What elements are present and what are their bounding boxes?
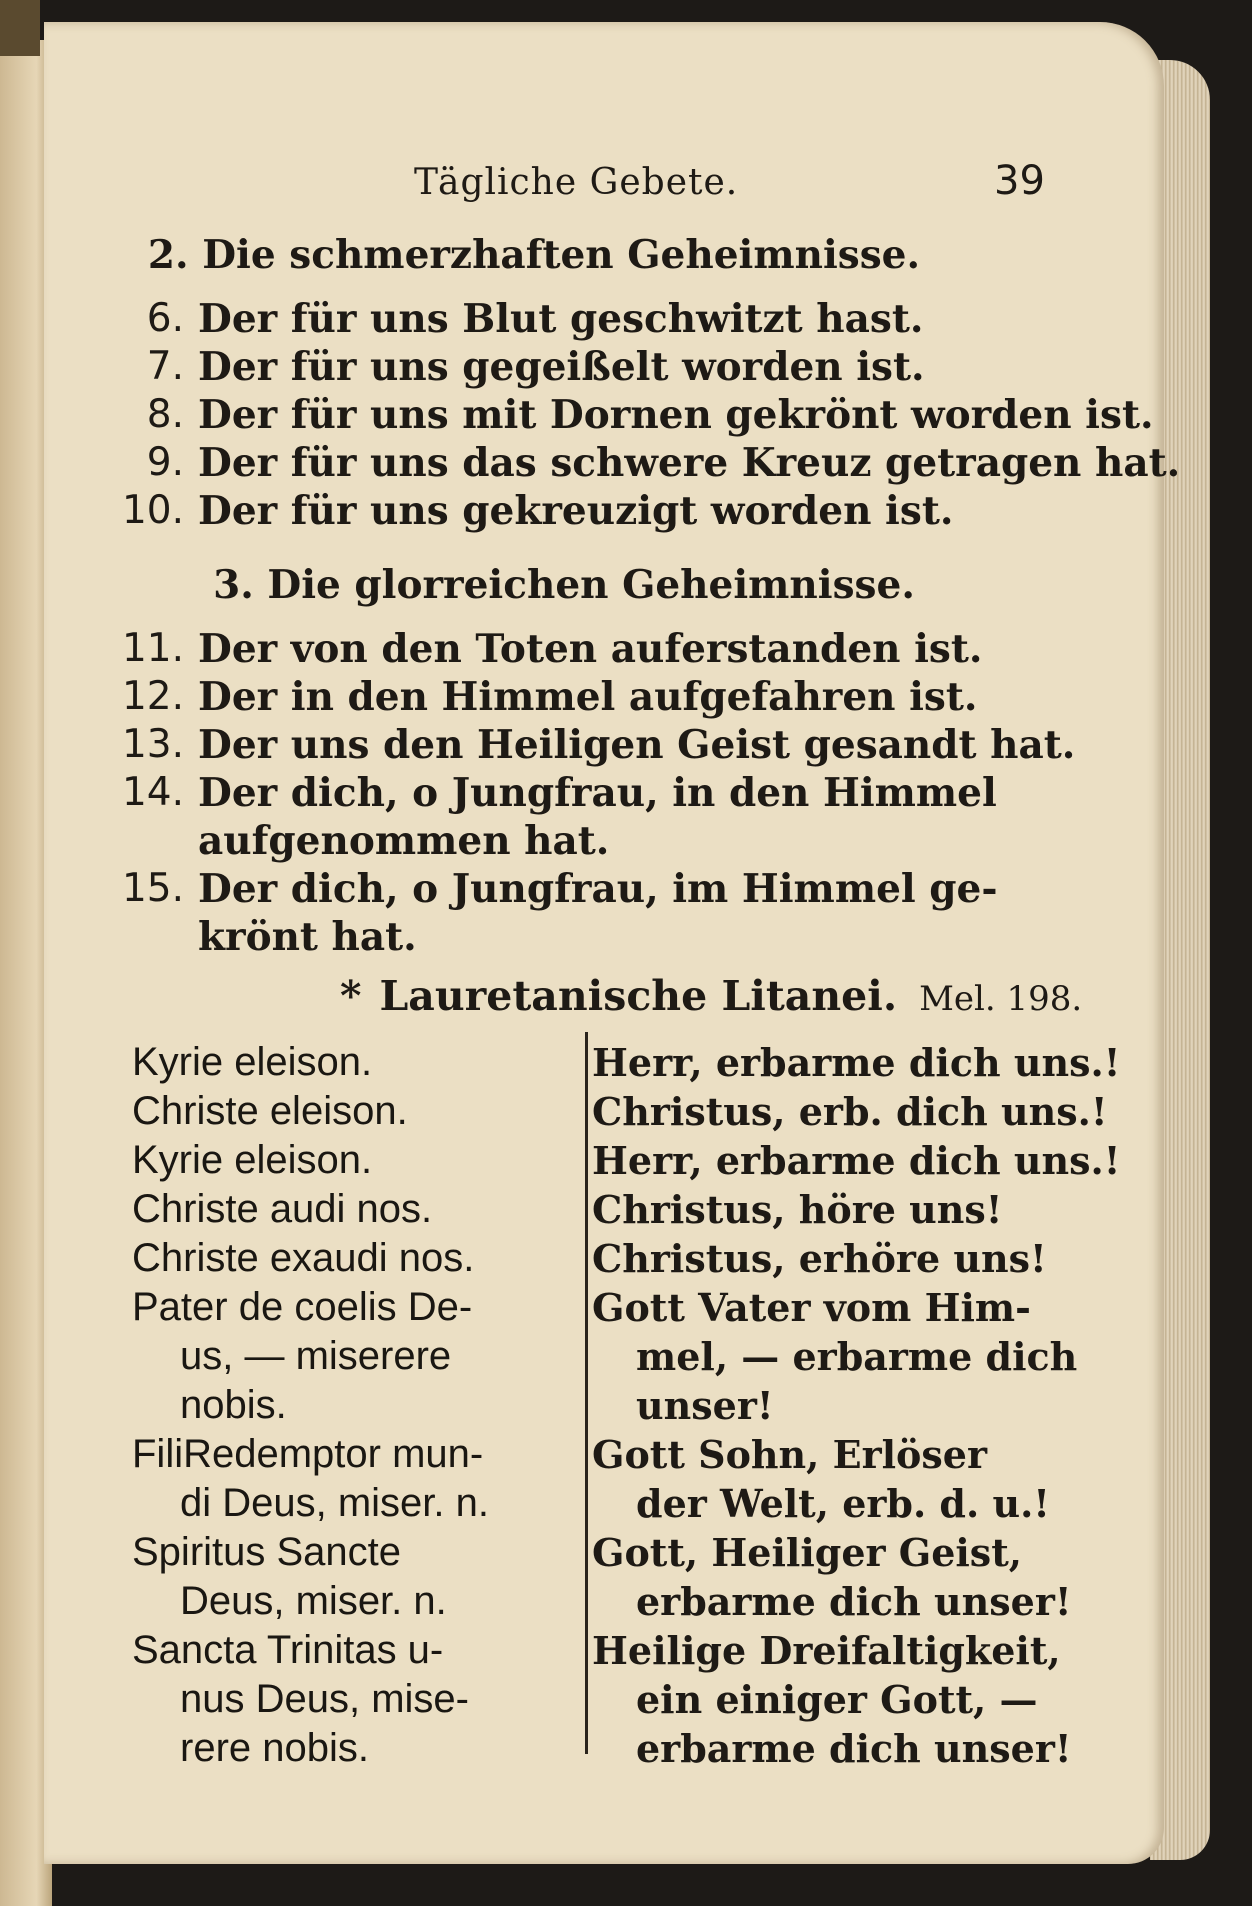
list-item [116, 392, 1154, 440]
litany-latin-line: Kyrie eleison. [132, 1040, 373, 1084]
item-text: Der in den Himmel aufgefahren ist. [198, 674, 978, 720]
item-text: Der für uns mit Dornen gekrönt worden ist. [198, 392, 1154, 438]
litany-german-line: erbarme dich unser! [636, 1726, 1072, 1771]
litany-latin-line: di Deus, miser. n. [180, 1481, 490, 1525]
litany-german-line: Herr, erbarme dich uns.! [592, 1040, 1121, 1085]
item-number: 6. [146, 296, 184, 341]
litany-latin-line: Sancta Trinitas u- [132, 1628, 444, 1672]
item-text: Der von den Toten auferstanden ist. [198, 626, 983, 672]
list-item [116, 626, 1116, 674]
litany-german-line: Gott, Heiliger Geist, [592, 1530, 1022, 1575]
melody-reference: Mel. 198. [919, 979, 1083, 1019]
litany-german-line: ein einiger Gott, — [636, 1677, 1038, 1722]
book-page [44, 22, 1181, 1864]
litany-latin-line: Christe eleison. [132, 1089, 408, 1133]
item-text: Der dich, o Jungfrau, im Himmel ge- [198, 866, 998, 912]
litany-german-line: Christus, erb. dich uns.! [592, 1089, 1108, 1134]
item-text: Der für uns gekreuzigt worden ist. [198, 488, 954, 534]
page-number: 39 [994, 158, 1045, 204]
running-title: Tägliche Gebete. [414, 162, 739, 203]
litany-german-line: der Welt, erb. d. u.! [636, 1481, 1050, 1526]
litany-german-line: unser! [636, 1383, 774, 1428]
litany-latin-line: nus Deus, mise- [180, 1677, 469, 1721]
item-number: 10. [121, 488, 184, 533]
litany-german-line: Gott Vater vom Him- [592, 1285, 1031, 1330]
list-item [116, 722, 1116, 770]
page-header [44, 158, 1164, 212]
item-number: 9. [146, 440, 184, 485]
litany-german-line: Herr, erbarme dich uns.! [592, 1138, 1121, 1183]
list-item [116, 770, 1116, 818]
list-item [116, 488, 1116, 536]
item-number: 7. [146, 344, 184, 389]
item-number: 14. [121, 770, 184, 815]
litany-german-line: mel, — erbarme dich [636, 1334, 1078, 1379]
litany-latin-line: Deus, miser. n. [180, 1579, 447, 1623]
litany-german-line: Christus, höre uns! [592, 1187, 1003, 1232]
item-text: Der uns den Heiligen Geist gesandt hat. [198, 722, 1076, 768]
item-number: 12. [121, 674, 184, 719]
list-item [116, 344, 1116, 392]
litany-german-line: Heilige Dreifaltigkeit, [592, 1628, 1061, 1673]
list-item [116, 296, 1116, 344]
star-mark: * [340, 972, 362, 1020]
binding-corner [0, 0, 40, 56]
litany-german-line: Gott Sohn, Erlöser [592, 1432, 987, 1477]
item-text: Der für uns gegeißelt worden ist. [198, 344, 925, 390]
litany-latin-line: Christe audi nos. [132, 1187, 433, 1231]
litany-latin-line: rere nobis. [180, 1726, 369, 1770]
litany-german-line: erbarme dich unser! [636, 1579, 1072, 1624]
item-number: 8. [146, 392, 184, 437]
list-item [116, 674, 1116, 722]
litany-latin-line: Spiritus Sancte [132, 1530, 402, 1574]
column-divider [585, 1032, 588, 1754]
litany-german-line: Christus, erhöre uns! [592, 1236, 1047, 1281]
list-item [116, 440, 1181, 488]
litany-latin-line: nobis. [180, 1383, 287, 1427]
item-continuation: krönt hat. [198, 914, 417, 960]
item-text: Der dich, o Jungfrau, in den Himmel [198, 770, 997, 816]
item-number: 11. [121, 626, 184, 671]
item-text: Der für uns Blut geschwitzt hast. [198, 296, 924, 342]
list-item [116, 866, 1116, 914]
litany-latin-line: us, — miserere [180, 1334, 452, 1378]
litany-latin-line: Christe exaudi nos. [132, 1236, 475, 1280]
item-number: 13. [121, 722, 184, 767]
item-continuation: aufgenommen hat. [198, 818, 610, 864]
litany-heading [340, 972, 1082, 1020]
item-text: Der für uns das schwere Kreuz getragen hat. [198, 440, 1181, 486]
litany-title: Lauretanische Litanei. [379, 972, 898, 1020]
litany-latin-line: Pater de coelis De- [132, 1285, 473, 1329]
item-number: 15. [121, 866, 184, 911]
section-title-glorious: 3. Die glorreichen Geheimnisse. [213, 562, 915, 608]
litany-latin-line: Kyrie eleison. [132, 1138, 373, 1182]
litany-latin-line: FiliRedemptor mun- [132, 1432, 484, 1476]
section-title-sorrowful: 2. Die schmerzhaften Geheimnisse. [147, 232, 921, 278]
